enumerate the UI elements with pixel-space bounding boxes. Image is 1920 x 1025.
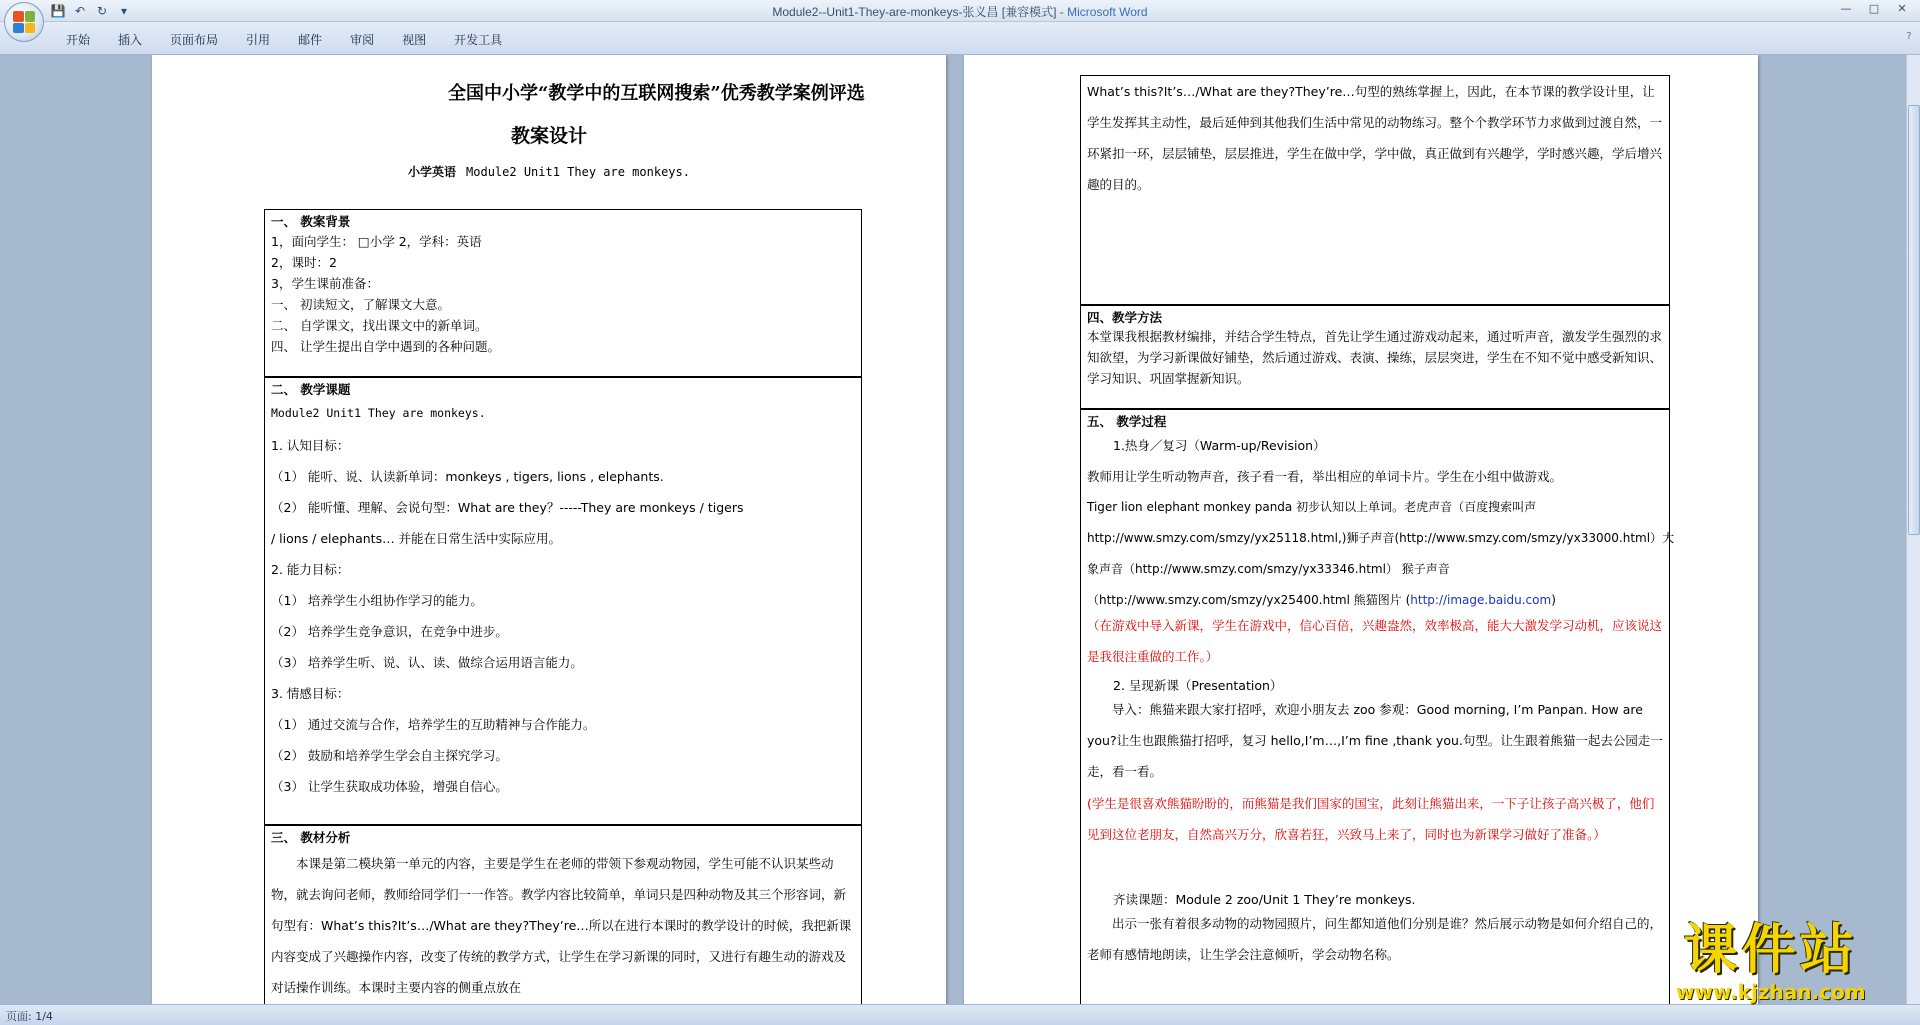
sec1-line-2: 2，课时：2 (271, 255, 337, 270)
tab-insert[interactable]: 插入 (118, 33, 143, 47)
sec2-line-5: 2. 能力目标： (271, 562, 350, 577)
app-name: Microsoft Word (1067, 5, 1148, 19)
sec2-course: Module2 Unit1 They are monkeys. (271, 406, 486, 420)
document-title-heading: 全国中小学“教学中的互联网搜索”优秀教学案例评选 (448, 83, 865, 104)
sec5-red-note-1: （在游戏中导入新课，学生在游戏中，信心百倍，兴趣盎然，效率极高，能大大激发学习动机，应该说这是我很注重做的工作。） (1087, 618, 1663, 664)
section-3-continued-box (1080, 75, 1670, 305)
section-3-title: 三、 教材分析 (271, 830, 351, 845)
tab-home[interactable]: 开始 (66, 33, 91, 47)
close-button[interactable]: ✕ (1897, 2, 1907, 15)
sec2-line-9: 3. 情感目标： (271, 686, 350, 701)
sec5-p4-post: ) (1551, 593, 1556, 607)
sec5-red-note-2: (学生是很喜欢熊猫盼盼的，而熊猫是我们国家的国宝，此刻让熊猫出来，一下子让孩子高兴极了，他们见到这位老朋友，自然高兴万分，欣喜若狂，兴致马上来了，同时也为新课学习做好了准备。） (1087, 796, 1655, 842)
sec5-p3b: 象声音（http://www.smzy.com/smzy/yx33346.html） 猴子声音 (1087, 562, 1450, 576)
page-count[interactable]: 页面: 1/4 (6, 1010, 53, 1023)
course-line (152, 163, 946, 180)
sec5-p7: 出示一张有着很多动物的动物园照片，问生都知道他们分别是谁？然后展示动物是如何介绍自己的，老师有感情地朗读，让生学会注意倾听，学会动物名称。 (1087, 916, 1663, 962)
sec1-line-3: 3，学生课前准备： (271, 276, 379, 291)
watermark-url: www.kjzhan.com (1676, 980, 1866, 1004)
vertical-scrollbar[interactable] (1906, 55, 1920, 1004)
redo-icon[interactable]: ↻ (96, 4, 108, 18)
section-2-box (264, 377, 862, 825)
office-button[interactable] (4, 2, 44, 42)
document-title: Module2--Unit1-They-are-monkeys-张义昌 [兼容模式] - (772, 5, 1068, 19)
watermark-main: 课件站 (1683, 918, 1858, 981)
tab-mailings[interactable]: 邮件 (298, 33, 323, 47)
sec2-line-8: （3） 培养学生听、说、认、读、做综合运用语言能力。 (271, 655, 583, 670)
sec5-p4-pre: （http://www.smzy.com/smzy/yx25400.html 熊猫图片 ( (1087, 593, 1411, 607)
tab-review[interactable]: 审阅 (350, 33, 375, 47)
sec2-line-12: （3） 让学生获取成功体验，增强自信心。 (271, 779, 508, 794)
minimize-button[interactable]: — (1840, 2, 1852, 15)
undo-icon[interactable]: ↶ (74, 4, 86, 18)
section-4-box (1080, 305, 1670, 409)
sec5-p6: 齐读课题：Module 2 zoo/Unit 1 They’re monkeys. (1113, 892, 1416, 907)
sec2-line-4: / lions / elephants… 并能在日常生活中实际应用。 (271, 531, 562, 546)
sec5-p3a: http://www.smzy.com/smzy/yx25118.html,)狮子声音(http://www.smzy.com/smzy/yx33000.html）大 (1087, 531, 1675, 545)
course-text: Module2 Unit1 They are monkeys. (466, 165, 690, 179)
page-1 (152, 55, 946, 1004)
section-1-title: 一、 教案背景 (271, 214, 351, 229)
ribbon-tab-bar (0, 22, 1920, 55)
sec2-line-2: （1） 能听、说、认读新单词：monkeys , tigers, lions , elephants. (271, 469, 664, 484)
sec5-warmup: 1.热身／复习（Warm-up/Revision） (1113, 438, 1326, 453)
sec1-line-5: 二、 自学课文，找出课文中的新单词。 (271, 318, 488, 333)
document-subtitle: 教案设计 (510, 125, 587, 147)
page-2 (964, 55, 1758, 1004)
window-controls (1832, 0, 1916, 18)
tab-view[interactable]: 视图 (402, 33, 427, 47)
course-label: 小学英语 (408, 165, 457, 179)
office-logo-icon (13, 11, 35, 33)
title-bar (0, 0, 1920, 22)
sec4-body: 本堂课我根据教材编排，并结合学生特点，首先让学生通过游戏动起来，通过听声音，激发学生强烈的求知欲望，为学习新课做好铺垫，然后通过游戏、表演、操练，层层突进，学生在不知不觉中感受新知识、学习知识、巩固掌握新知识。 (1087, 329, 1663, 386)
window-title (0, 3, 1920, 20)
sec5-p1: 教师用让学生听动物声音，孩子看一看，举出相应的单词卡片。学生在小组中做游戏。 (1087, 469, 1563, 484)
sec3-continued-text: What’s this?It’s…/What are they?They’re…句型的熟练掌握上，因此，在本节课的教学设计里，让学生发挥其主动性，最后延伸到其他我们生活中常见的动物练习。整个个教学环节力求做到过渡自然，一环紧扣一环，层层铺垫，层层推进，学生在做中学，学中做，真正做到有兴趣学，学时感兴趣，学后增兴趣的目的。 (1087, 84, 1663, 192)
sec2-line-10: （1） 通过交流与合作，培养学生的互助精神与合作能力。 (271, 717, 596, 732)
sec2-line-6: （1） 培养学生小组协作学习的能力。 (271, 593, 483, 608)
sec3-body: 本课是第二模块第一单元的内容，主要是学生在老师的带领下参观动物园，学生可能不认识某些动物，就去询问老师，教师给同学们一一作答。教学内容比较简单，单词只是四种动物及其三个形容词，新句型有：What’s this?It’s…/What are they?They’re…所以在进行本课时的教学设计的时候，我把新课内容变成了兴趣操作内容，改变了传统的教学方式，让学生在学习新课的同时，又进行有趣生动的游戏及对话操作训练。本课时主要内容的侧重点放在 (271, 856, 852, 995)
sec2-line-3: （2） 能听懂、理解、会说句型：What are they？-----They are monkeys / tigers (271, 500, 744, 515)
help-icon[interactable]: ? (1906, 31, 1912, 42)
tab-developer[interactable]: 开发工具 (454, 33, 503, 47)
sec5-p5: 导入：熊猫来跟大家打招呼，欢迎小朋友去 zoo 参观：Good morning, I’m Panpan. How are you?让生也跟熊猫打招呼，复习 hello,I’m…,I’m fine ,thank you.句型。让生跟着熊猫一起去公园走一走，看一看。 (1087, 702, 1663, 779)
sec2-line-7: （2） 培养学生竞争意识，在竞争中进步。 (271, 624, 508, 639)
status-bar (0, 1004, 1920, 1025)
section-2-title: 二、 教学课题 (271, 382, 351, 397)
section-5-title: 五、 教学过程 (1087, 414, 1167, 429)
sec1-line-4: 一、 初读短文，了解课文大意。 (271, 297, 450, 312)
sec5-p2: Tiger lion elephant monkey panda 初步认知以上单词。老虎声音（百度搜索叫声 (1087, 500, 1537, 514)
section-5-box (1080, 409, 1675, 1004)
sec1-line-6: 四、 让学生提出自学中遇到的各种问题。 (271, 339, 500, 354)
watermark (1676, 920, 1866, 1004)
sec5-presentation: 2. 呈现新课（Presentation） (1113, 678, 1283, 693)
sec2-line-1: 1. 认知目标： (271, 438, 350, 453)
tab-references[interactable]: 引用 (246, 33, 271, 47)
section-4-title: 四、教学方法 (1087, 310, 1163, 325)
section-1-box (264, 209, 862, 377)
baidu-image-link[interactable]: http://image.baidu.com (1410, 593, 1552, 607)
scrollbar-thumb[interactable] (1908, 105, 1920, 535)
document-workspace (0, 55, 1906, 1004)
save-icon[interactable]: 💾 (50, 4, 66, 18)
sec2-line-11: （2） 鼓励和培养学生学会自主探究学习。 (271, 748, 508, 763)
maximize-button[interactable]: □ (1868, 2, 1880, 15)
section-3-box (264, 825, 862, 1004)
tab-page-layout[interactable]: 页面布局 (170, 33, 219, 47)
sec1-line-1: 1，面向学生： □小学 2，学科：英语 (271, 234, 482, 249)
customize-qat-icon[interactable]: ▾ (120, 4, 128, 18)
sec5-p4 (1087, 591, 1556, 608)
